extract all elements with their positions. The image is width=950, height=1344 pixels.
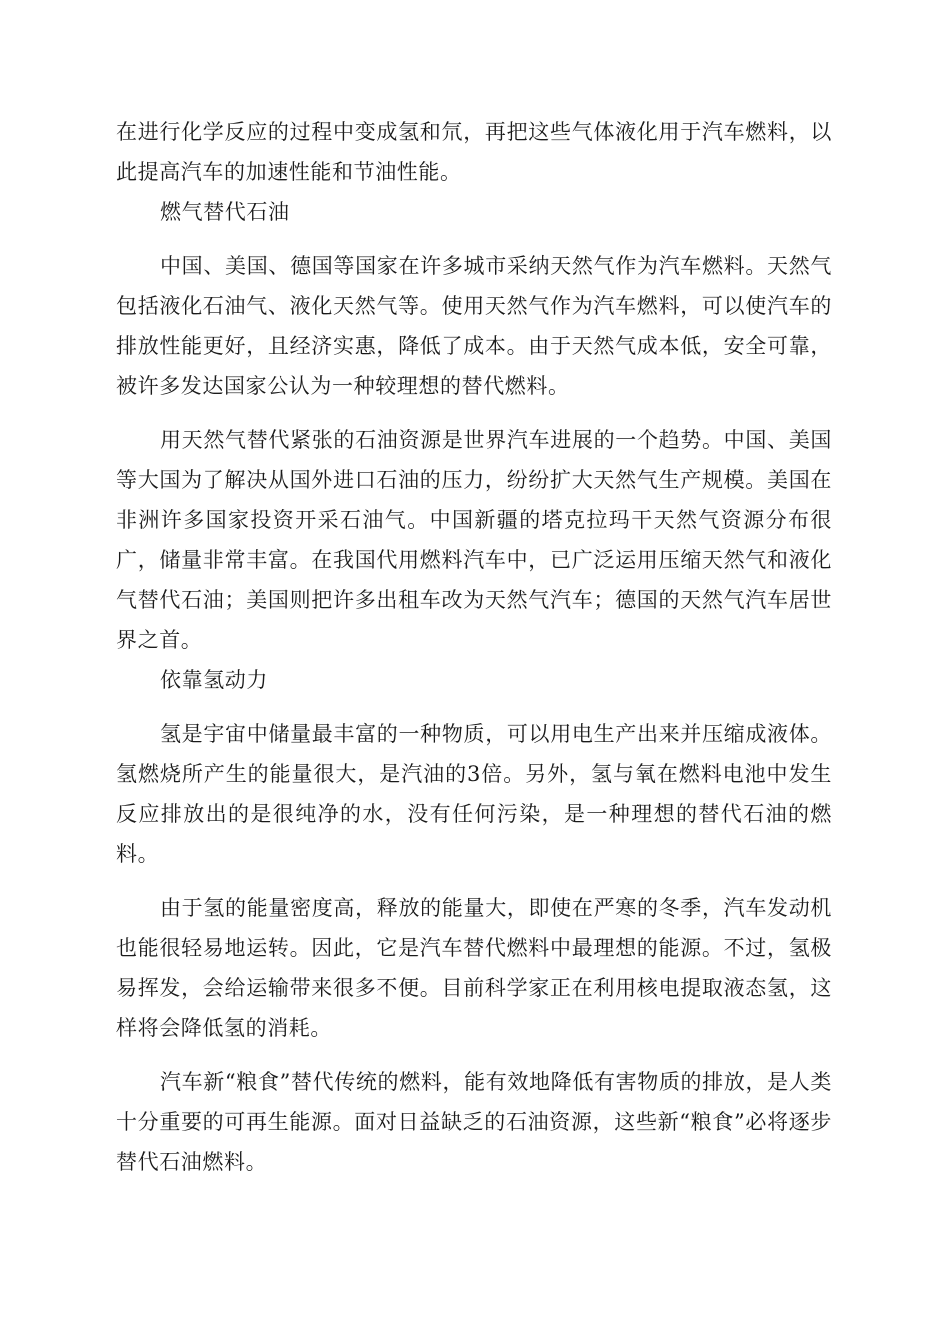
paragraph-conclusion: 汽车新“粮食”替代传统的燃料，能有效地降低有害物质的排放，是人类十分重要的可再生能源。面对日益缺乏的石油资源，这些新“粮食”必将逐步替代石油燃料。 xyxy=(116,1070,832,1174)
paragraph: 用天然气替代紧张的石油资源是世界汽车进展的一个趋势。中国、美国等大国为了解决从国外进口石油的压力，纷纷扩大天然气生产规模。美国在非洲许多国家投资开采石油气。中国新疆的塔克拉玛干天然气资源分布很广，储量非常丰富。在我国代用燃料汽车中，已广泛运用压缩天然气和液化气替代石油；美国则把许多出租车改为天然气汽车；德国的天然气汽车居世界之首。 xyxy=(116,428,832,652)
paragraph-continuation: 在进行化学反应的过程中变成氢和氘，再把这些气体液化用于汽车燃料，以此提高汽车的加速性能和节油性能。 xyxy=(116,120,832,184)
document-page xyxy=(116,112,832,1182)
section-heading-hydrogen: 依靠氢动力 xyxy=(160,668,268,692)
paragraph: 由于氢的能量密度高，释放的能量大，即使在严寒的冬季，汽车发动机也能很轻易地运转。因此，它是汽车替代燃料中最理想的能源。不过，氢极易挥发，会给运输带来很多不便。目前科学家正在利用核电提取液态氢，这样将会降低氢的消耗。 xyxy=(116,896,832,1040)
paragraph: 中国、美国、德国等国家在许多城市采纳天然气作为汽车燃料。天然气包括液化石油气、液化天然气等。使用天然气作为汽车燃料，可以使汽车的排放性能更好，且经济实惠，降低了成本。由于天然气成本低，安全可靠，被许多发达国家公认为一种较理想的替代燃料。 xyxy=(116,254,832,398)
paragraph: 氢是宇宙中储量最丰富的一种物质，可以用电生产出来并压缩成液体。氢燃烧所产生的能量很大，是汽油的3倍。另外，氢与氧在燃料电池中发生反应排放出的是很纯净的水，没有任何污染，是一种理想的替代石油的燃料。 xyxy=(116,722,832,866)
section-heading-gas: 燃气替代石油 xyxy=(160,200,290,224)
